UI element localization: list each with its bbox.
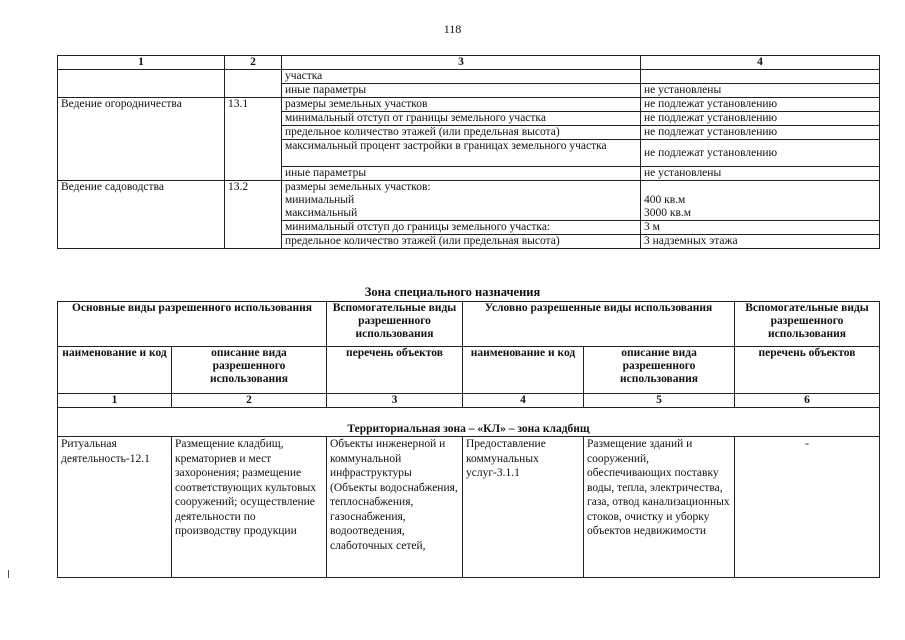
value-cell: 3000 кв.м (641, 207, 880, 221)
conditional-use-name-cell: Предоставление коммунальных услуг-3.1.1 (463, 437, 584, 578)
table-row (58, 181, 880, 195)
code-cell: 13.2 (225, 181, 282, 249)
use-type-cell (58, 70, 225, 98)
code-cell (225, 70, 282, 98)
description-header-2: описание вида разрешенного использования (584, 347, 735, 394)
parameter-cell: предельное количество этажей (или предельная высота) (282, 126, 641, 140)
margin-mark (8, 570, 17, 578)
parameter-cell: минимальный отступ от границы земельного участка (282, 112, 641, 126)
table-header-row (58, 56, 880, 70)
column-number: 3 (327, 394, 463, 408)
parameter-cell: размеры земельных участков (282, 98, 641, 112)
use-name-cell: Ритуальная деятельность-12.1 (58, 437, 172, 578)
column-number: 1 (58, 394, 172, 408)
column-number: 4 (463, 394, 584, 408)
parameter-cell: иные параметры (282, 84, 641, 98)
aux-uses-header: Вспомогательные виды разрешенного использования (327, 302, 463, 347)
land-parameters-table (57, 55, 880, 249)
column-number: 2 (225, 56, 282, 70)
parameter-cell: участка (282, 70, 641, 84)
column-number: 3 (282, 56, 641, 70)
use-type-cell: Ведение садоводства (58, 181, 225, 249)
column-number-row (58, 394, 880, 408)
description-header: описание вида разрешенного использования (172, 347, 327, 394)
value-cell: 400 кв.м (641, 194, 880, 207)
conditional-use-description-cell: Размещение зданий и сооружений, обеспечивающих поставку воды, тепла, электричества, газа, отвод канализационных стоков, очистку и уборку объектов недвижимости (584, 437, 735, 578)
special-zone-table (57, 301, 880, 578)
main-uses-header: Основные виды разрешенного использования (58, 302, 327, 347)
group-header-row (58, 302, 880, 347)
table-row (58, 70, 880, 84)
value-cell: 3 м (641, 221, 880, 235)
objects-header-2: перечень объектов (735, 347, 880, 394)
zone-title: Зона специального назначения (364, 285, 541, 299)
use-description-cell: Размещение кладбищ, крематориев и мест захоронения; размещение соответствующих культовых сооружений; осуществление деятельности по производству продукции (172, 437, 327, 578)
value-cell: не подлежат установлению (641, 112, 880, 126)
aux-objects-cell: Объекты инженерной и коммунальной инфраструктуры (Объекты водоснабжения, теплоснабжения, газоснабжения, водоотведения, слаботочных сетей, (327, 437, 463, 578)
table-row (58, 98, 880, 112)
value-cell: 3 надземных этажа (641, 235, 880, 249)
page-number: 118 (443, 22, 462, 36)
objects-header: перечень объектов (327, 347, 463, 394)
parameter-cell: минимальный (282, 194, 641, 207)
conditional-uses-header: Условно разрешенные виды использования (463, 302, 735, 347)
use-type-cell: Ведение огородничества (58, 98, 225, 181)
territorial-zone-row (58, 408, 880, 437)
value-cell (641, 181, 880, 195)
value-cell: не подлежат установлению (641, 126, 880, 140)
parameter-cell: размеры земельных участков: (282, 181, 641, 195)
value-cell: не подлежат установлению (641, 98, 880, 112)
value-cell: не подлежат установлению (641, 140, 880, 167)
value-cell: не установлены (641, 167, 880, 181)
sub-header-row (58, 347, 880, 394)
parameter-cell: иные параметры (282, 167, 641, 181)
code-cell: 13.1 (225, 98, 282, 181)
name-code-header: наименование и код (58, 347, 172, 394)
parameter-cell: минимальный отступ до границы земельного участка: (282, 221, 641, 235)
parameter-cell: максимальный процент застройки в границах земельного участка (282, 140, 641, 167)
parameter-cell: предельное количество этажей (или предельная высота) (282, 235, 641, 249)
aux-uses-header-2: Вспомогательные виды разрешенного использования (735, 302, 880, 347)
column-number: 6 (735, 394, 880, 408)
column-number: 5 (584, 394, 735, 408)
aux-objects-cell-2: - (735, 437, 880, 578)
value-cell (641, 70, 880, 84)
name-code-header-2: наименование и код (463, 347, 584, 394)
column-number: 1 (58, 56, 225, 70)
territorial-zone-title: Территориальная зона – «КЛ» – зона кладбищ (58, 408, 880, 437)
value-cell: не установлены (641, 84, 880, 98)
parameter-cell: максимальный (282, 207, 641, 221)
column-number: 4 (641, 56, 880, 70)
column-number: 2 (172, 394, 327, 408)
table-row (58, 437, 880, 578)
